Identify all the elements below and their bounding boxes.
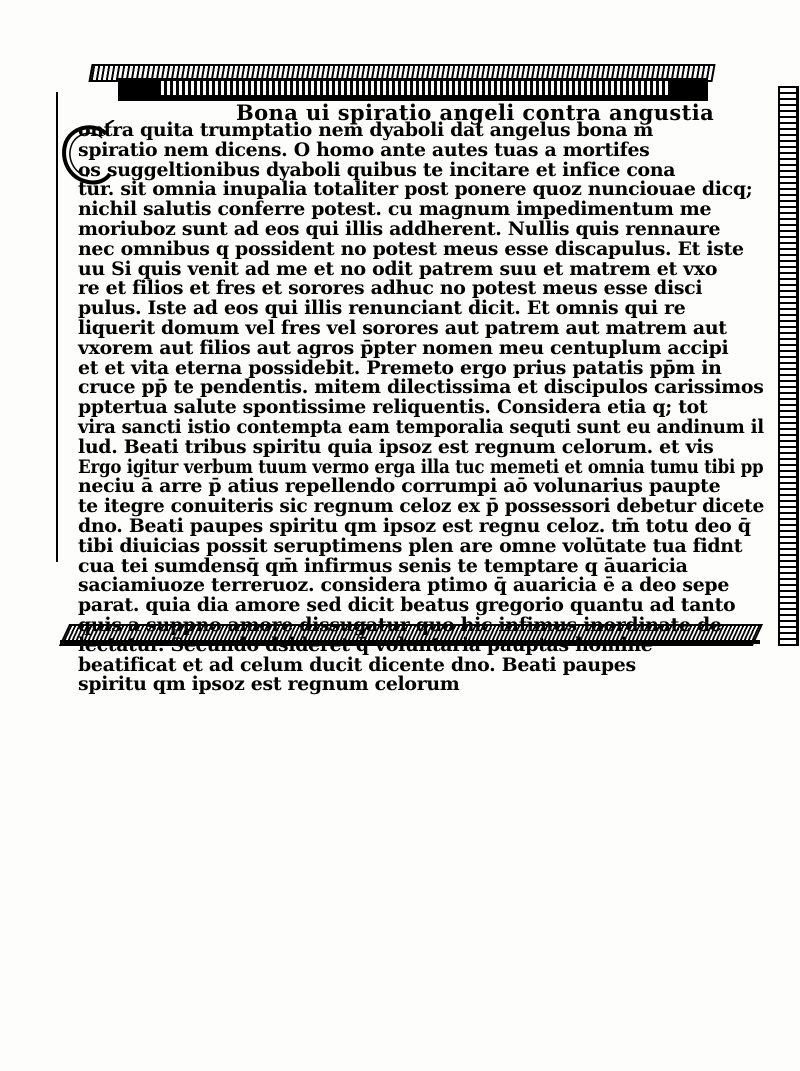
text-block — [78, 121, 768, 695]
text-line: liquerit domum vel fres vel sorores aut patrem aut matrem aut — [78, 316, 727, 339]
text-line: ontra quita trumptatio nem dyaboli dat angelus bona m — [78, 119, 654, 141]
text-line: nec omnibus q possident no potest meus esse discapulus. Et iste — [78, 237, 744, 260]
right-border-ornament — [778, 86, 799, 646]
text-line: beatificat et ad celum ducit dicente dno. Beati paupes — [78, 653, 636, 676]
text-line: spiratio nem dicens. O homo ante autes tuas a mortifes — [78, 138, 650, 161]
text-line: dno. Beati paupes spiritu qm ipsoz est regnu celoz. tm̄ totu deo q̄ — [78, 514, 751, 537]
text-line: os suggeltionibus dyaboli quibus te incitare et infice cona — [78, 158, 676, 181]
text-line: uu Si quis venit ad me et no odit patrem suu et matrem et vxo — [78, 257, 718, 280]
text-line: lectatur. Secundo dsideret q̄ voluntaria pauptas homine — [78, 633, 653, 656]
text-line: pulus. Iste ad eos qui illis renunciant dicit. Et omnis qui re — [78, 297, 686, 320]
text-line: neciu ā arre p̄ atius repellendo corrumpi aō volunarius paupte — [78, 475, 721, 498]
text-line: vxorem aut filios aut agros p̄pter nomen meu centuplum accipi — [78, 336, 729, 359]
left-border-rule — [44, 92, 58, 562]
text-line: spiritu qm ipsoz est regnum celorum — [78, 673, 460, 696]
text-line: cua tei sumdensq̄ qm̄ infirmus senis te temptare q āuaricia — [78, 554, 688, 577]
text-line: parat. quia dia amore sed dicit beatus gregorio quantu ad tanto — [78, 594, 736, 617]
text-line: saciamiuoze terreruoz. considera ptimo q̄ auaricia ē a deo sepe — [78, 574, 730, 597]
text-line: nichil salutis conferre potest. cu magnum impedimentum me — [78, 198, 712, 221]
text-line: lud. Beati tribus spiritu quia ipsoz est regnum celorum. et vis — [78, 435, 714, 458]
text-line: cruce pp̄ te pendentis. mitem dilectissima et discipulos carissimos — [78, 376, 764, 399]
text-line: et et vita eterna possidebit. Premeto ergo prius patatis pp̄m in — [78, 356, 722, 379]
text-line: tibi diuicias possit seruptimens plen are omne volūtate tua fidnt — [78, 534, 743, 557]
text-line: moriuboz sunt ad eos qui illis addherent. Nullis quis rennaure — [78, 217, 721, 240]
text-line: quis a suppno amore dissugatur quo hic infimus inordinate de — [78, 613, 722, 636]
text-line: Ergo igitur verbum tuum vermo erga illa tuc memeti et omnia tumu tibi pp — [78, 455, 764, 478]
section-heading: Bona ui spiratio angeli contra angustia — [236, 100, 715, 125]
text-line: tur. sit omnia inupalia totaliter post ponere quoz nunciouae dicq; — [78, 178, 753, 201]
top-border-band — [118, 78, 708, 101]
text-line: te itegre conuiteris sic regnum celoz ex p̄ possessori debetur dicete — [78, 495, 764, 518]
text-line: vira sancti istio contempta eam temporalia sequti sunt eu andinum il — [78, 415, 764, 438]
text-line: re et filios et fres et sorores adhuc no potest meus esse disci — [78, 277, 703, 300]
text-line: pptertua salute spontissime reliquentis. Considera etia q; tot — [78, 396, 708, 419]
